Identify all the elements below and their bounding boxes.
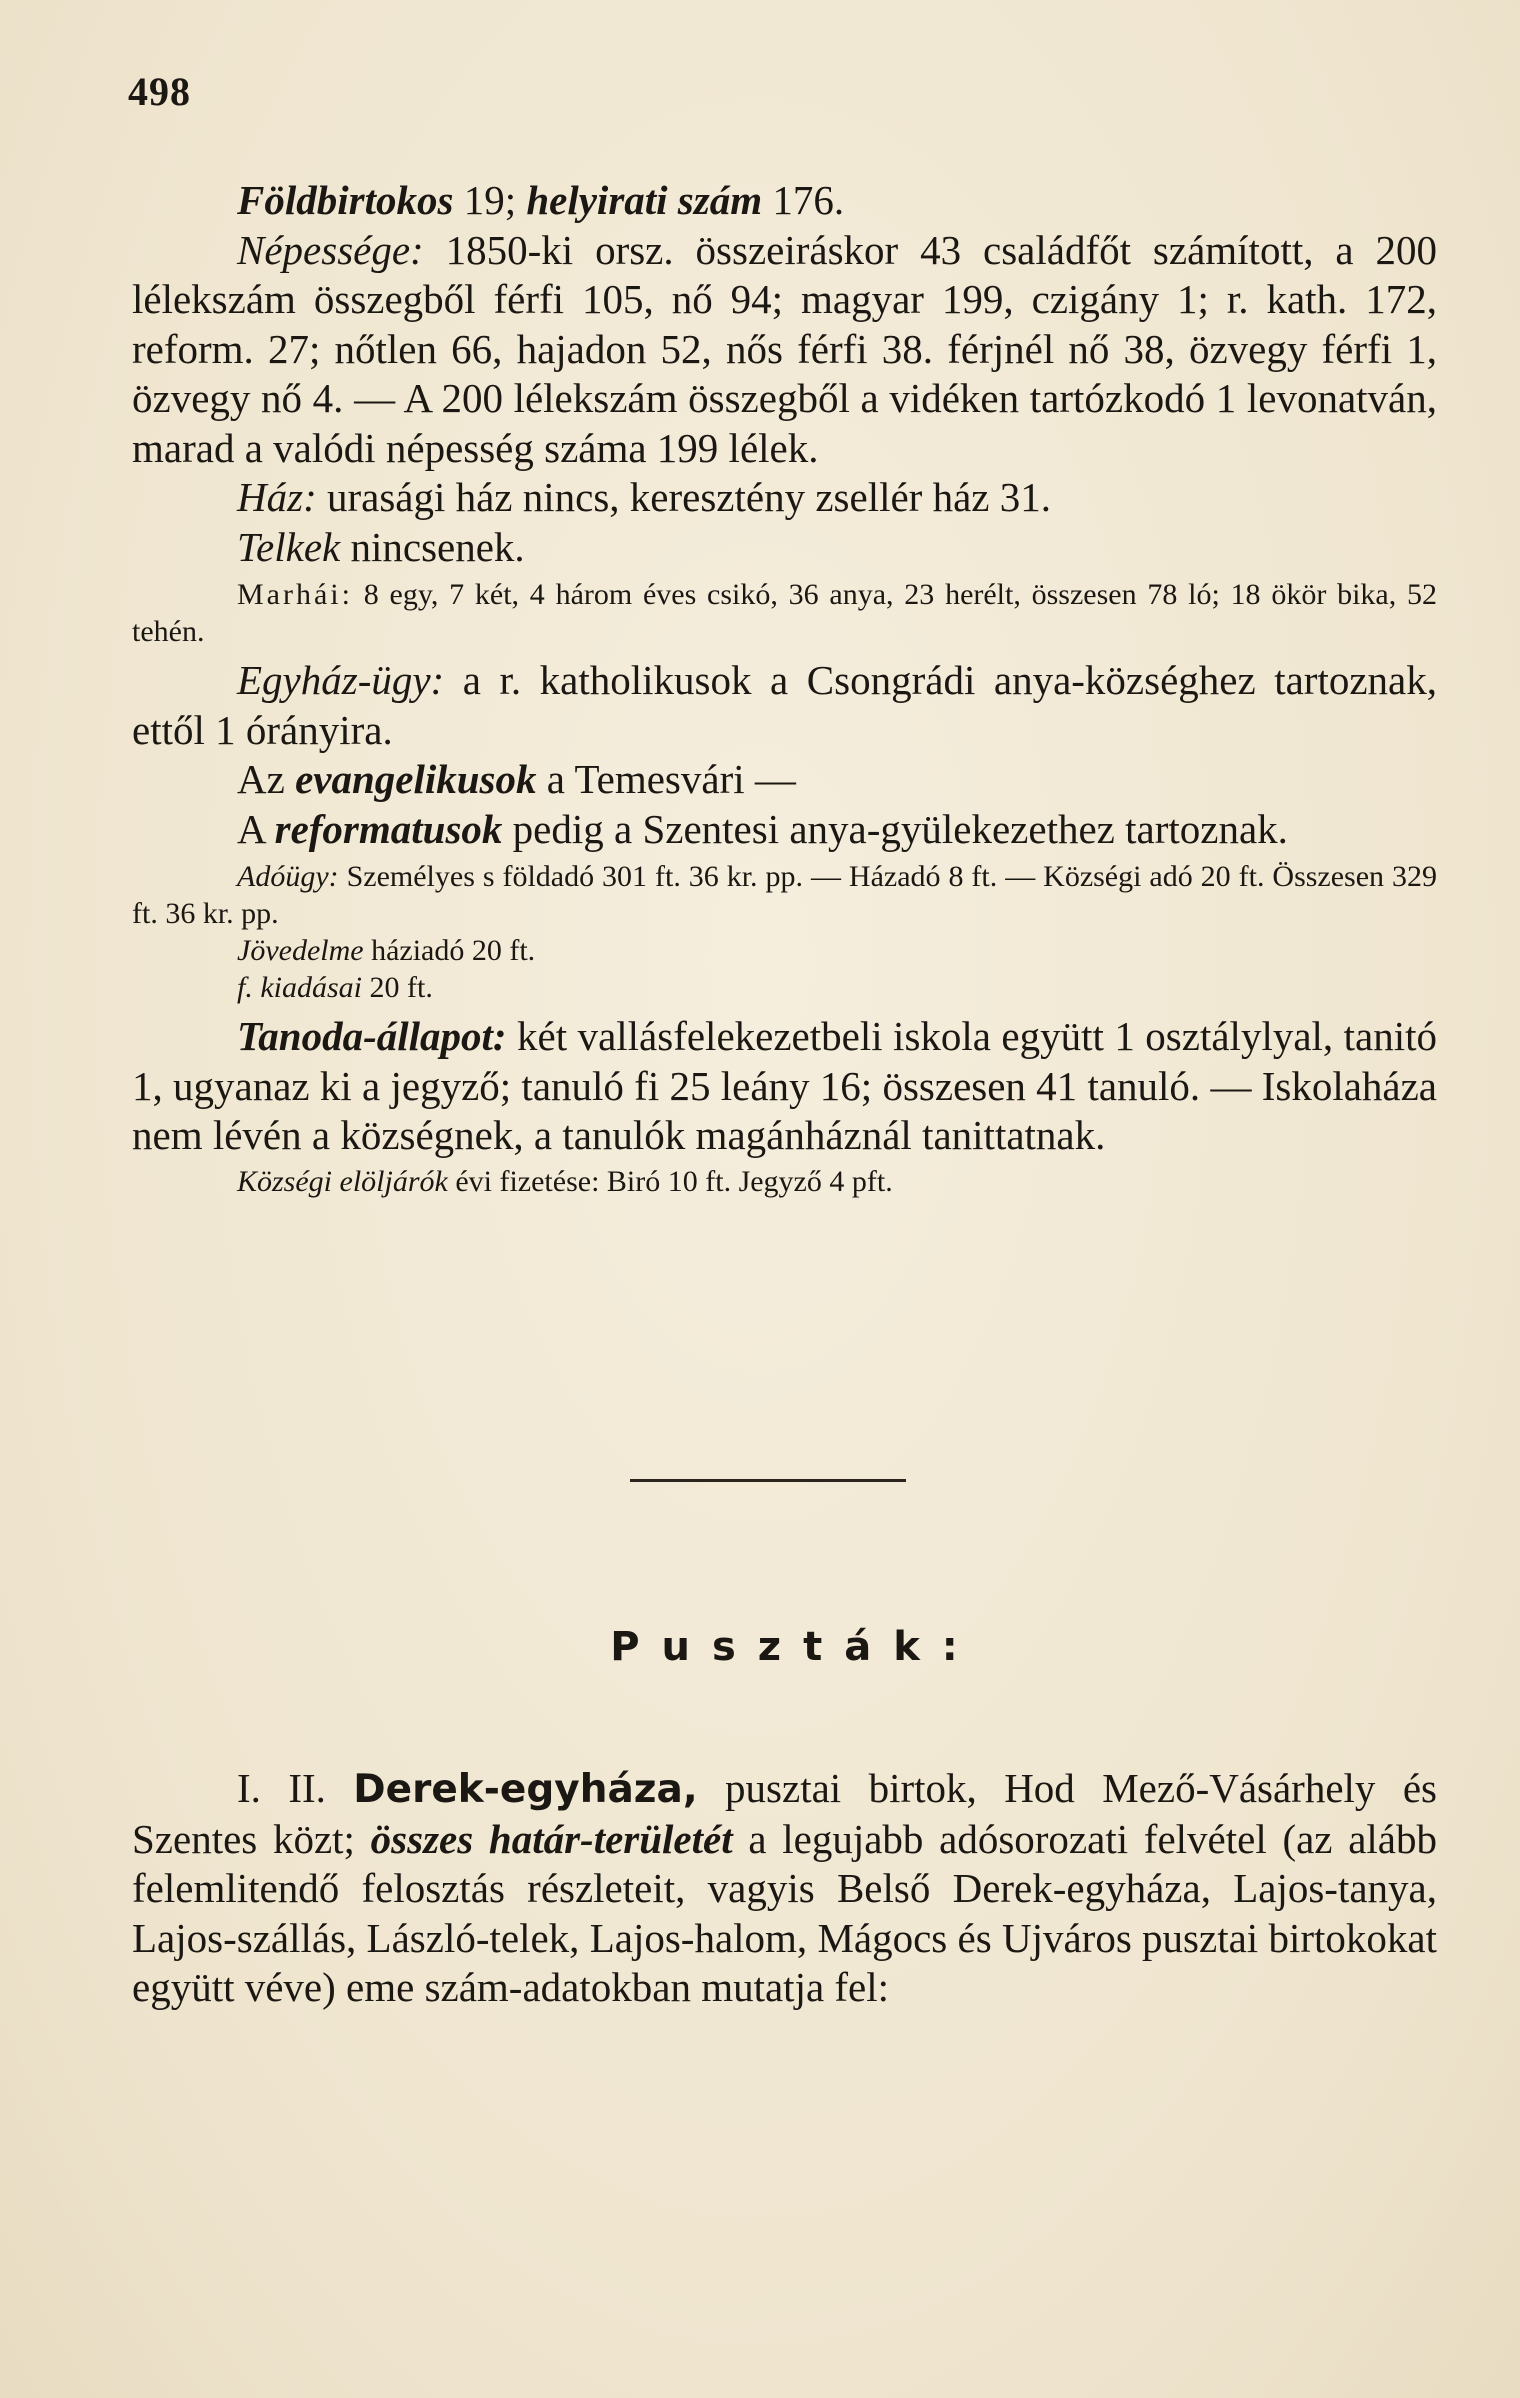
paragraph-church — [132, 656, 1437, 755]
church-text: a r. katholikusok a Csongrádi anya-községhez tartoznak, ettől 1 órányira. — [132, 657, 1437, 753]
school-label: Tanoda-állapot: — [237, 1013, 507, 1059]
paragraph-evangelical — [132, 755, 1437, 805]
total-area-label: összes határ-területét — [370, 1815, 733, 1862]
livestock-text: 8 egy, 7 két, 4 három éves csikó, 36 anya, 23 herélt, összesen 78 ló; 18 ökör bika, 52 tehén. — [132, 578, 1437, 648]
page-number: 498 — [128, 69, 191, 114]
paragraph-reformed — [132, 805, 1437, 855]
population-label: Népessége: — [237, 226, 424, 273]
evangelical-prefix: Az — [237, 756, 296, 802]
officials-label: Községi elöljárók — [237, 1164, 448, 1198]
puszta-text-block — [132, 1764, 1437, 2013]
paragraph-livestock — [132, 576, 1437, 650]
evangelical-label: evangelikusok — [295, 756, 537, 802]
main-text-block — [132, 176, 1437, 1200]
paragraph-landowner — [132, 176, 1437, 226]
population-text: 1850-ki orsz. összeiráskor 43 családfőt számított, a 200 lélekszám összegből férfi 105, nő 94; magyar 199, czigány 1; r. kath. 172, reform. 27; nőtlen 66, hajadon 52, nős férfi 38. férjnél nő 38, özvegy férfi 1, özvegy nő 4. — A 200 lélekszám összegből a vidéken tartózkodó 1 levonatván, marad a valódi népesség száma 199 lélek. — [132, 226, 1437, 471]
puszta-numbering: I. II. — [237, 1765, 354, 1811]
plots-label: Telkek — [237, 523, 341, 570]
officials-text: évi fizetése: Biró 10 ft. Jegyző 4 pft. — [447, 1164, 893, 1198]
reformed-prefix: A — [237, 805, 275, 852]
income-label: Jövedelme — [237, 934, 364, 967]
section-divider — [630, 1479, 906, 1482]
taxes-text: Személyes s földadó 301 ft. 36 kr. pp. — Házadó 8 ft. — Községi adó 20 ft. Összesen 329 ft. 36 kr. pp. — [132, 860, 1437, 930]
livestock-label: Marhái: — [237, 578, 353, 611]
paragraph-school — [132, 1012, 1437, 1161]
expenses-text: 20 ft. — [362, 971, 433, 1004]
expenses-label: f. kiadásai — [237, 971, 362, 1004]
paragraph-derek-egyhaza — [132, 1764, 1437, 2013]
paragraph-taxes — [132, 858, 1437, 932]
evangelical-text: a Temesvári — — [536, 756, 796, 802]
reformed-text: pedig a Szentesi anya-gyülekezethez tartoznak. — [502, 805, 1288, 852]
plots-text: nincsenek. — [340, 523, 525, 570]
puszta-name: Derek-egyháza, — [353, 1767, 698, 1812]
houses-text: urasági ház nincs, keresztény zsellér ház 31. — [316, 474, 1051, 520]
income-text: háziadó 20 ft. — [363, 934, 536, 967]
paragraph-expenses — [132, 969, 1437, 1006]
paragraph-plots — [132, 523, 1437, 573]
puszta-text-1: pusztai birtok, Hod Mező-Vásárhely és Szentes közt; — [132, 1765, 1437, 1862]
paragraph-officials — [132, 1163, 1437, 1200]
section-title: Puszták: — [610, 1624, 980, 1670]
taxes-label: Adóügy: — [237, 860, 339, 893]
church-label: Egyház-ügy: — [237, 657, 445, 703]
paragraph-houses — [132, 473, 1437, 523]
landowner-label: Földbirtokos — [237, 177, 454, 223]
houses-label: Ház: — [237, 474, 317, 520]
paragraph-population — [132, 226, 1437, 474]
reformed-label: reformatusok — [274, 805, 503, 852]
landowner-count: 19; — [453, 177, 527, 223]
paragraph-income — [132, 932, 1437, 969]
topographic-number-label: helyirati szám — [526, 177, 763, 223]
puszta-text-2: a legujabb adósorozati felvétel (az alább felemlitendő felosztás részleteit, vagyis Belső Derek-egyháza, Lajos-tanya, Lajos-szállás, László-telek, Lajos-halom, Mágocs és Ujváros pusztai birtokokat együtt véve) eme szám-adatokban mutatja fel: — [132, 1815, 1437, 2010]
school-text: két vallásfelekezetbeli iskola együtt 1 osztálylyal, tanitó 1, ugyanaz ki a jegyző; tanuló fi 25 leány 16; összesen 41 tanuló. — Iskolaháza nem lévén a községnek, a tanulók magánháznál tanittatnak. — [132, 1013, 1437, 1158]
topographic-number: 176. — [762, 177, 845, 223]
